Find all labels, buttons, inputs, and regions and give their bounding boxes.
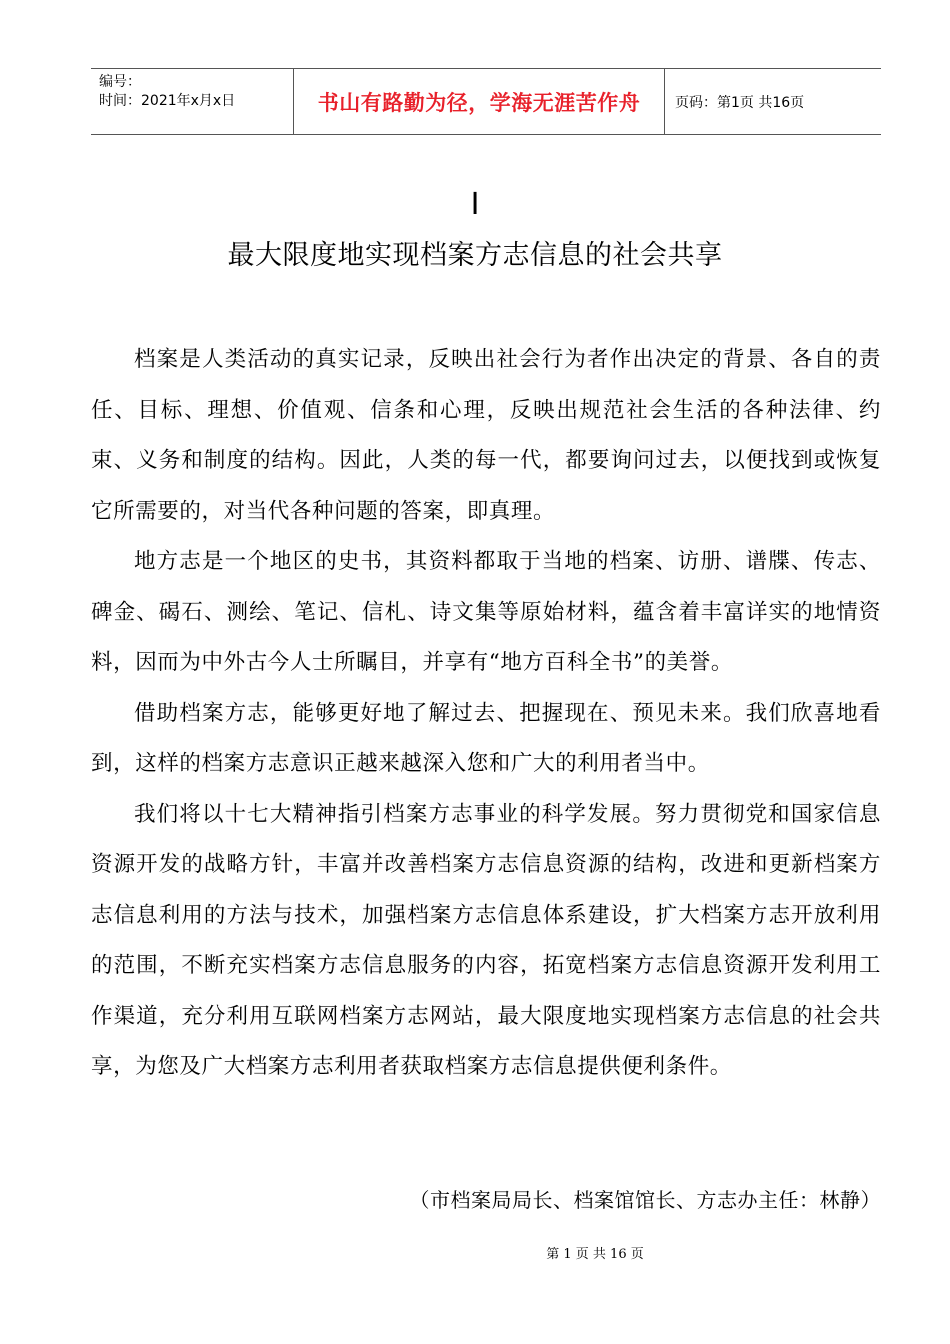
document-title: 最大限度地实现档案方志信息的社会共享 <box>227 240 723 271</box>
number-label: 编号： <box>99 74 141 90</box>
page-header <box>91 68 881 135</box>
document-body <box>91 335 881 1093</box>
header-motto-cell <box>293 69 665 134</box>
paragraph: 档案是人类活动的真实记录，反映出社会行为者作出决定的背景、各自的责任、目标、理想、价值观、信条和心理，反映出规范社会生活的各种法律、约束、义务和制度的结构。因此，人类的每一代，都要询问过去，以便找到或恢复它所需要的，对当代各种问题的答案，即真理。 <box>91 347 881 524</box>
time-label: 时间：2021年x月x日 <box>99 93 236 109</box>
motto-text: 书山有路勤为径，学海无涯苦作舟 <box>317 90 641 115</box>
paragraph: 借助档案方志，能够更好地了解过去、把握现在、预见未来。我们欣喜地看到，这样的档案方志意识正越来越深入您和广大的利用者当中。 <box>91 700 881 776</box>
header-page-info <box>665 69 881 134</box>
paragraph: 地方志是一个地区的史书，其资料都取于当地的档案、访册、谱牒、传志、碑金、碣石、测绘、笔记、信札、诗文集等原始材料，蕴含着丰富详实的地情资料，因而为中外古今人士所瞩目，并享有“地方百科全书”的美誉。 <box>91 549 881 675</box>
page-info-text: 页码：第1页 共16页 <box>675 94 805 111</box>
signature: （市档案局局长、档案馆馆长、方志办主任：林静） <box>409 1188 881 1212</box>
header-meta <box>91 69 293 134</box>
section-numeral: I <box>470 187 480 222</box>
paragraph: 我们将以十七大精神指引档案方志事业的科学发展。努力贯彻党和国家信息资源开发的战略方针，丰富并改善档案方志信息资源的结构，改进和更新档案方志信息利用的方法与技术，加强档案方志信息体系建设，扩大档案方志开放利用的范围，不断充实档案方志信息服务的内容，拓宽档案方志信息资源开发利用工作渠道，充分利用互联网档案方志网站，最大限度地实现档案方志信息的社会共享，为您及广大档案方志利用者获取档案方志信息提供便利条件。 <box>91 801 881 1079</box>
page-footer: 第 1 页 共 16 页 <box>546 1247 644 1262</box>
